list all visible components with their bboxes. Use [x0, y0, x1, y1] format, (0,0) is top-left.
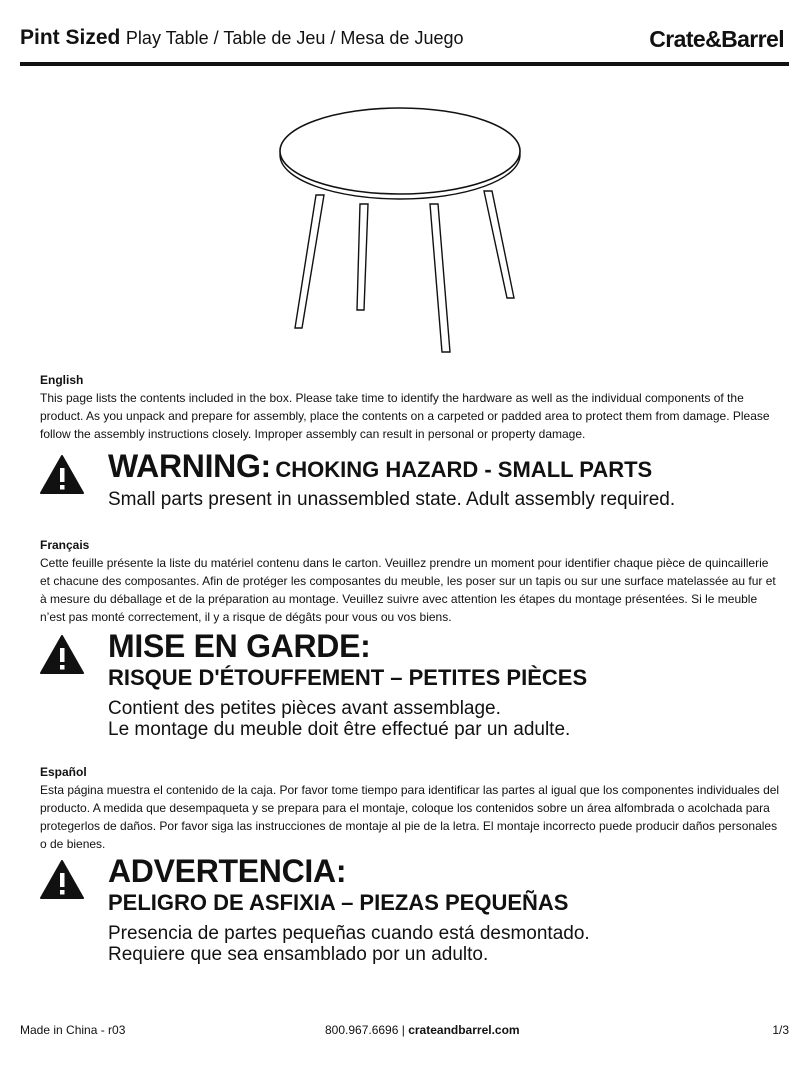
- spanish-section: [40, 765, 780, 853]
- website-link[interactable]: crateandbarrel.com: [408, 1023, 520, 1037]
- french-text: Cette feuille présente la liste du matériel contenu dans le carton. Veuillez prendre un moment pour identifier chaque pièce de quincaillerie et chacune des composantes. Afin de protéger les composantes du meuble, les poser sur un tapis ou sur une surface matelassée au fur et à mesure du déballage et de la préparation au montage. Veuillez suivre avec attention les étapes du montage présentées. Si le meuble n’est pas monté correctement, il y a risque de dégâts pour vous ou vos biens.: [40, 556, 776, 624]
- english-heading: English: [40, 373, 84, 387]
- french-heading: Français: [40, 538, 90, 552]
- spanish-warning-body: [108, 853, 788, 965]
- french-section: [40, 538, 780, 626]
- round-play-table-icon: [270, 98, 530, 358]
- english-warning-hazard: CHOKING HAZARD - SMALL PARTS: [275, 457, 653, 482]
- spanish-warning-title: [108, 853, 788, 890]
- warning-triangle-icon: [40, 859, 84, 899]
- warning-triangle-icon: [40, 634, 84, 674]
- english-section: [40, 373, 780, 443]
- english-warning-title: [108, 448, 788, 485]
- english-warning-text: Small parts present in unassembled state. Adult assembly required.: [108, 489, 676, 510]
- french-warning-hazard: RISQUE D'ÉTOUFFEMENT – PETITES PIÈCES: [108, 665, 588, 690]
- spanish-text: Esta página muestra el contenido de la caja. Por favor tome tiempo para identificar las partes al igual que los componentes individuales del producto. A medida que desempaqueta y se prepara para el montaje, coloque los contenidos sobre un área alfombrada o acolchada para protegerlos de daños. Por favor siga las instrucciones de montaje al pie de la letra. El montaje incorrecto puede producir daños personales o de bienes.: [40, 783, 780, 851]
- spanish-warning-line1: Presencia de partes pequeñas cuando está desmontado.: [108, 923, 590, 944]
- contact-info: [325, 1023, 520, 1037]
- page-header: [20, 26, 786, 66]
- document-title: [20, 26, 463, 50]
- product-name: Pint Sized: [20, 26, 121, 49]
- english-text: This page lists the contents included in the box. Please take time to identify the hardware as well as the individual components of the product. As you unpack and prepare for assembly, place the contents on a carpeted or padded area to protect them from damage. Please follow the assembly instructions closely. Improper assembly can result in personal or property damage.: [40, 391, 770, 441]
- english-warning-word: WARNING:: [108, 448, 271, 484]
- french-warning-line2: Le montage du meuble doit être effectué par un adulte.: [108, 719, 571, 740]
- header-divider: [20, 62, 789, 66]
- warning-triangle-icon: [40, 454, 84, 494]
- spanish-heading: Español: [40, 765, 87, 779]
- page-number: 1/3: [772, 1023, 789, 1037]
- french-warning-body: [108, 628, 788, 740]
- product-subtitle: Play Table / Table de Jeu / Mesa de Juego: [125, 28, 464, 48]
- english-warning-body: [108, 448, 788, 510]
- french-warning-word: MISE EN GARDE:: [108, 628, 371, 664]
- french-warning-line1: Contient des petites pièces avant assemblage.: [108, 698, 501, 719]
- origin-revision: Made in China - r03: [20, 1023, 126, 1037]
- phone-number: 800.967.6696 |: [325, 1023, 405, 1037]
- spanish-warning-hazard: PELIGRO DE ASFIXIA – PIEZAS PEQUEÑAS: [108, 890, 569, 915]
- spanish-warning-word: ADVERTENCIA:: [108, 853, 347, 889]
- brand-logo: Crate&Barrel: [649, 26, 784, 52]
- french-warning-title: [108, 628, 788, 665]
- spanish-warning-line2: Requiere que sea ensamblado por un adulto.: [108, 944, 489, 965]
